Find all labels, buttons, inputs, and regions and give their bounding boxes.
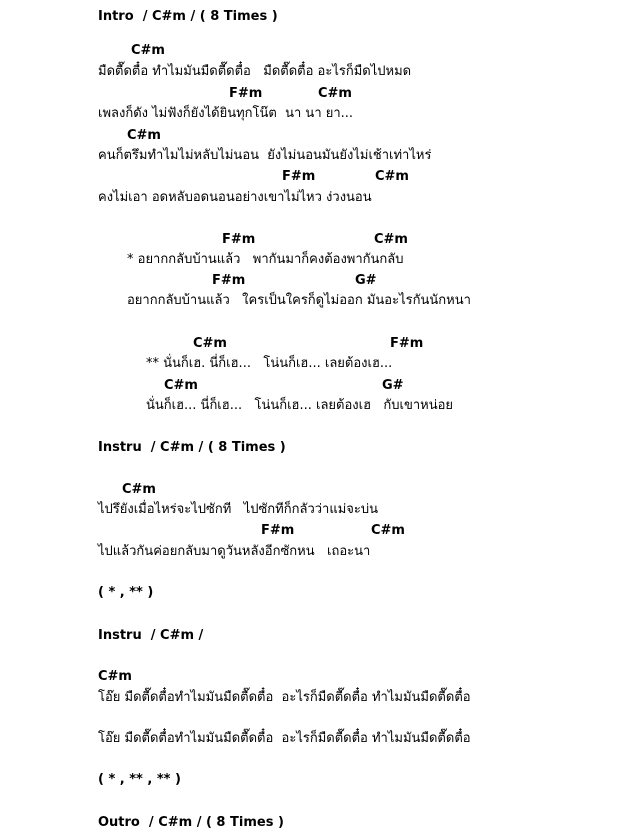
lyric-line: ไปแล้วกันค่อยกลับมาดูวันหลังอีกซักหน เถอะนา: [98, 544, 371, 559]
section-header: Outro / C#m / ( 8 Times ): [98, 815, 284, 830]
section-header: Instru / C#m / ( 8 Times ): [98, 440, 286, 455]
lyric-line: ** นั่นก็เฮ. นี่ก็เฮ... โน่นก็เฮ... เลยต้องเฮ...: [146, 356, 393, 371]
section-header: ( * , ** , ** ): [98, 772, 181, 787]
lyric-line: อยากกลับบ้านแล้ว ใครเป็นใครก็ดูไม่ออก มันอะไรกันนักหนา: [127, 293, 471, 308]
chord-label: G#: [355, 273, 377, 288]
lyric-line: นั่นก็เฮ... นี่ก็เฮ... โน่นก็เฮ... เลยต้องเฮ กับเขาหน่อย: [146, 398, 454, 413]
chord-label: F#m: [282, 169, 316, 184]
chord-label: C#m: [164, 378, 198, 393]
chord-label: C#m: [98, 669, 132, 684]
chord-label: C#m: [375, 169, 409, 184]
lyric-line: * อยากกลับบ้านแล้ว พากันมาก็คงต้องพากันกลับ: [127, 252, 404, 267]
chord-label: F#m: [212, 273, 246, 288]
chord-label: C#m: [122, 482, 156, 497]
lyric-line: มืดตื๊ดตื๋อ ทำไมมันมืดตื๊ดตื๋อ มืดตื๊ดตื๋อ อะไรก็มืดไปหมด: [98, 64, 412, 79]
chord-label: F#m: [390, 336, 424, 351]
lyric-line: โอ๊ย มืดตื๊ดตื๋อทำไมมันมืดตื๊ดตื๋อ อะไรก็มืดตื๊ดตื๋อ ทำไมมันมืดตื๊ดตื๋อ: [98, 731, 471, 746]
lyric-line: คนก็ตรึมทำไมไม่หลับไม่นอน ยังไม่นอนมันยังไม่เช้าเท่าไหร่: [98, 148, 432, 163]
chord-label: G#: [382, 378, 404, 393]
chord-label: C#m: [371, 523, 405, 538]
section-header: Instru / C#m /: [98, 628, 204, 643]
chord-label: C#m: [127, 128, 161, 143]
lyric-line: คงไม่เอา อดหลับอดนอนอย่างเขาไม่ไหว ง่วงนอน: [98, 190, 372, 205]
lyric-line: เพลงก็ดัง ไม่ฟังก็ยังได้ยินทุกโน๊ต นา นา ยา...: [98, 106, 354, 121]
chord-label: F#m: [261, 523, 295, 538]
chord-label: C#m: [318, 86, 352, 101]
chord-label: C#m: [131, 43, 165, 58]
section-header: Intro / C#m / ( 8 Times ): [98, 9, 278, 24]
chord-label: F#m: [229, 86, 263, 101]
chord-label: C#m: [374, 232, 408, 247]
lyric-line: โอ๊ย มืดตื๊ดตื๋อทำไมมันมืดตื๊ดตื๋อ อะไรก็มืดตื๊ดตื๋อ ทำไมมันมืดตื๊ดตื๋อ: [98, 690, 471, 705]
lyric-line: ไปรึยังเมื่อไหร่จะไปซักที ไปซักทีก็กลัวว่าแม่จะบ่น: [98, 502, 379, 517]
chord-label: C#m: [193, 336, 227, 351]
section-header: ( * , ** ): [98, 585, 154, 600]
chord-label: F#m: [222, 232, 256, 247]
